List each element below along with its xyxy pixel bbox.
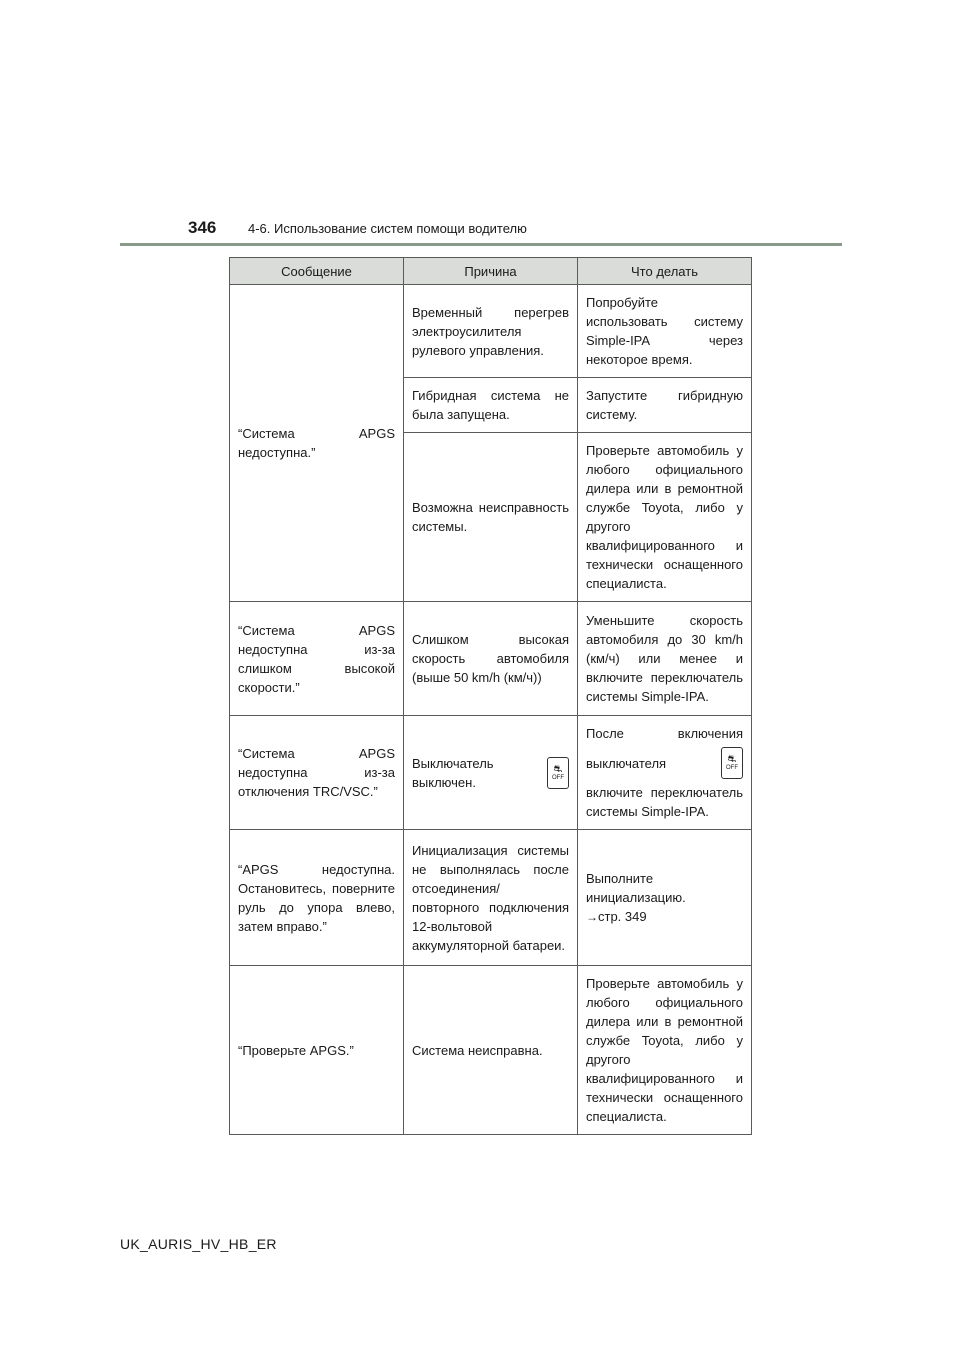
header-divider [120, 243, 842, 246]
cause-cell: Временный перегрев электроусилителя рулевого управления. [404, 285, 578, 378]
section-title: 4-6. Использование систем помощи водителю [248, 221, 527, 236]
skid-car-icon: ⛐ [553, 763, 563, 775]
icon-label: OFF [726, 765, 738, 771]
action-cell: Проверьте автомобиль у любого официального дилера или в ремонтной службе Toyota, либо у другого квалифицированного и технически оснащенного специалиста. [578, 966, 752, 1135]
icon-label: OFF [552, 774, 564, 781]
page-reference [586, 907, 743, 927]
cause-text: Выключатель выключен. [412, 755, 494, 790]
table-row [230, 285, 752, 378]
cause-cell: Инициализация системы не выполнялась после отсоединения/ повторного подключения 12-вольтовой аккумуляторной батареи. [404, 830, 578, 966]
action-cell: Попробуйте использовать систему Simple-IPA через некоторое время. [578, 285, 752, 378]
table-row [230, 716, 752, 830]
cause-cell: Возможна неисправность системы. [404, 433, 578, 602]
skid-car-icon: ⛐ [727, 754, 737, 765]
column-header: Что делать [578, 258, 752, 285]
table-row [230, 602, 752, 716]
column-header: Сообщение [230, 258, 404, 285]
table-header-row [230, 258, 752, 285]
action-suffix: включите переключатель системы Simple-IPA. [586, 785, 743, 819]
arrow-right-icon: → [586, 909, 598, 924]
action-switch-text: выключателя [586, 755, 667, 771]
cause-cell: Слишком высокая скорость автомобиля (выше 50 km/h (км/ч)) [404, 602, 578, 716]
table-row [230, 830, 752, 966]
trc-off-switch-icon [721, 747, 743, 779]
action-cell: Уменьшите скорость автомобиля до 30 km/h (км/ч) или менее и включите переключатель системы Simple-IPA. [578, 602, 752, 716]
message-cell: “Система APGS недоступна.” [230, 285, 404, 602]
action-cell [578, 716, 752, 830]
message-cell: “Проверьте APGS.” [230, 966, 404, 1135]
page-reference-text: стр. 349 [598, 908, 647, 924]
messages-table [229, 257, 752, 1135]
message-cell: “APGS недоступна. Остановитесь, поверните руль до упора влево, затем вправо.” [230, 830, 404, 966]
table-row [230, 966, 752, 1135]
action-prefix: После включения [586, 726, 743, 741]
message-cell: “Система APGS недоступна из-за отключения TRC/VSC.” [230, 716, 404, 830]
action-cell [578, 830, 752, 966]
document-code: UK_AURIS_HV_HB_ER [120, 1236, 277, 1252]
action-text: Выполните инициализацию. [586, 870, 686, 905]
cause-cell [404, 716, 578, 830]
page-header [188, 218, 527, 238]
action-cell: Проверьте автомобиль у любого официального дилера или в ремонтной службе Toyota, либо у другого квалифицированного и технически оснащенного специалиста. [578, 433, 752, 602]
message-cell: “Система APGS недоступна из-за слишком высокой скорости.” [230, 602, 404, 716]
cause-cell: Система неисправна. [404, 966, 578, 1135]
action-cell: Запустите гибридную систему. [578, 378, 752, 433]
column-header: Причина [404, 258, 578, 285]
trc-off-switch-icon [547, 757, 569, 789]
cause-cell: Гибридная система не была запущена. [404, 378, 578, 433]
page-number: 346 [188, 218, 217, 237]
